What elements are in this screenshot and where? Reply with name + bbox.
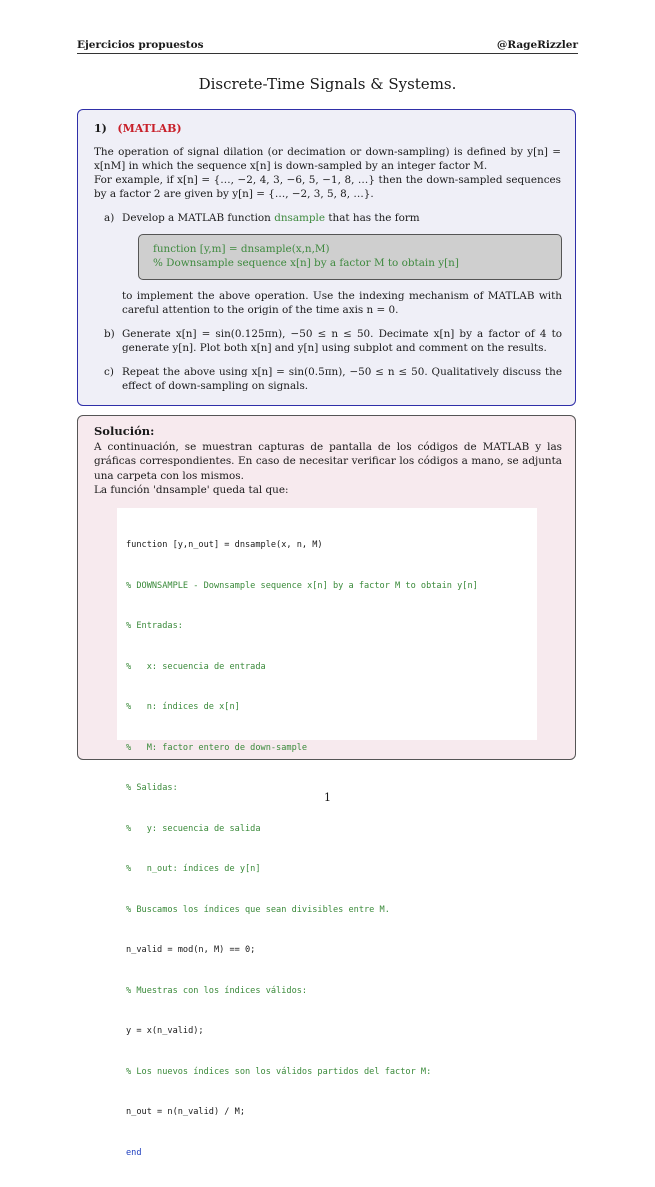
problem-tag: (MATLAB) xyxy=(117,122,182,135)
problem-heading xyxy=(94,122,561,136)
part-b-label: b) xyxy=(104,328,115,340)
code-line: % Los nuevos índices son los válidos partidos del factor M: xyxy=(126,1066,432,1077)
page-number: 1 xyxy=(324,791,331,804)
running-header xyxy=(77,39,578,54)
signature-line-2: % Downsample sequence x[n] by a factor M to obtain y[n] xyxy=(153,257,459,269)
solution-heading: Solución: xyxy=(94,424,155,438)
code-line: % y: secuencia de salida xyxy=(126,823,261,834)
code-line: y = x(n_valid); xyxy=(126,1026,204,1036)
solution-intro: A continuación, se muestran capturas de pantalla de los códigos de MATLAB y las gráficas correspondientes. En caso de necesitar verificar los códigos a mano, se adjunta una carpeta con los mismos. xyxy=(94,441,562,482)
code-line: n_valid = mod(n, M) == 0; xyxy=(126,945,256,955)
problem-example: For example, if x[n] = {…, −2, 4, 3, −6, 5, −1, 8, …} then the down-sampled sequences by a factor 2 are given by y[n] = {…, −2, 3, 5, 8, …}. xyxy=(94,174,561,200)
code-line: % Buscamos los índices que sean divisibles entre M. xyxy=(126,904,390,915)
part-a-pre: Develop a MATLAB function xyxy=(122,212,275,224)
part-c-text: Repeat the above using x[n] = sin(0.5πn), −50 ≤ n ≤ 50. Qualitatively discuss the effect of down-sampling on signals. xyxy=(122,366,562,392)
header-right: @RageRizzler xyxy=(496,39,578,51)
part-c-label: c) xyxy=(104,366,114,378)
part-a-post: that has the form xyxy=(325,212,420,224)
solution-box xyxy=(77,415,576,1158)
code-line: % n_out: índices de y[n] xyxy=(126,864,261,874)
problem-number: 1) xyxy=(94,122,107,135)
code-line: % Entradas: xyxy=(126,621,183,631)
code-line: % n: índices de x[n] xyxy=(126,702,240,712)
code-line: % x: secuencia de entrada xyxy=(126,661,266,672)
code-line: n_out = n(n_valid) / M; xyxy=(126,1107,245,1117)
function-signature-box xyxy=(138,234,562,280)
page-title: Discrete-Time Signals & Systems. xyxy=(198,75,457,93)
code-line: % DOWNSAMPLE - Downsample sequence x[n] by a factor M to obtain y[n] xyxy=(126,580,478,591)
part-a-label: a) xyxy=(104,212,115,224)
problem-intro: The operation of signal dilation (or decimation or down-sampling) is defined by y[n] = x[nM] in which the sequence x[n] is down-sampled by an integer factor M. xyxy=(94,146,561,172)
code-line: function [y,n_out] = dnsample(x, n, M) xyxy=(126,540,323,550)
code-line: % Muestras con los índices válidos: xyxy=(126,985,308,996)
part-a-text xyxy=(122,211,562,225)
part-b-text: Generate x[n] = sin(0.125πn), −50 ≤ n ≤ 50. Decimate x[n] by a factor of 4 to generate y[n]. Plot both x[n] and y[n] using subplot and comment on the results. xyxy=(122,328,562,354)
code-line: % Salidas: xyxy=(126,783,178,793)
header-left: Ejercicios propuestos xyxy=(77,39,204,51)
solution-function-intro: La función 'dnsample' queda tal que: xyxy=(94,484,289,496)
part-a-after: to implement the above operation. Use the indexing mechanism of MATLAB with careful attention to the origin of the time axis n = 0. xyxy=(122,290,562,316)
code-line: end xyxy=(126,1147,142,1158)
code-line: % M: factor entero de down-sample xyxy=(126,742,308,753)
signature-line-1: function [y,m] = dnsample(x,n,M) xyxy=(153,243,330,255)
problem-box xyxy=(77,109,576,406)
code-screenshot xyxy=(117,508,537,1158)
function-name: dnsample xyxy=(274,212,326,224)
